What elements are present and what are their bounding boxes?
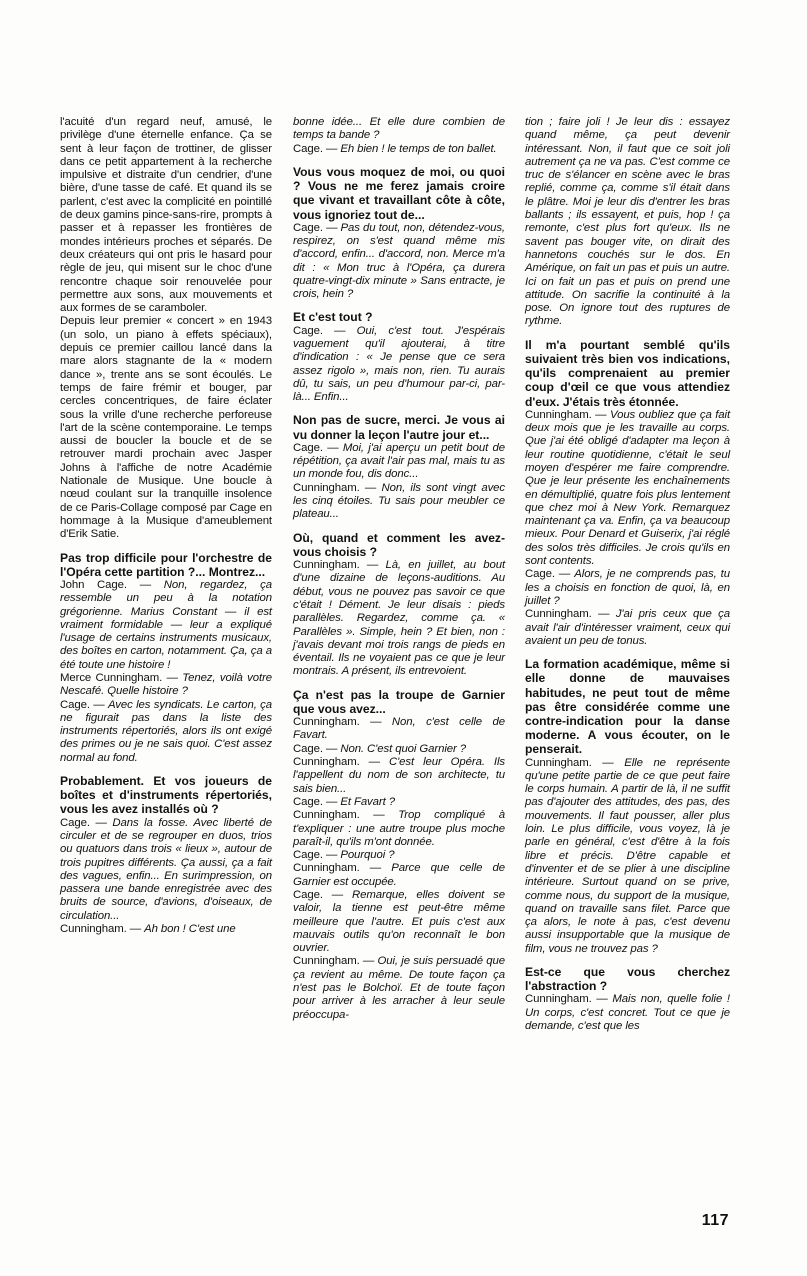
interview-question: Est-ce que vous cherchez l'abstraction ? [525,964,730,994]
interview-answer: Cage. — Dans la fosse. Avec liberté de circuler et de se regrouper en duos, trios ou quatuors dans trois « lieux », autour de trois pupitres différents. Ça aussi, ça a fait des vagues, enfin... En surimpression, on passera une bande enregistrée avec des bruits de source, d'avions, d'oiseaux, de circulation... [60,816,272,922]
interview-answer: Cage. — Avec les syndicats. Le carton, ça ne figurait pas dans la liste des instruments répertoriés, alors ils ont exigé des primes ou je ne sais quoi. C'est assez normal au fond. [60,698,272,764]
interview-answer: Cage. — Pourquoi ? [293,849,395,862]
text-column-3 [525,116,730,1033]
interview-answer: Cunningham. — Trop compliqué à t'expliquer : une autre troupe plus moche paraît-il, qu'ils m'ont donnée. [293,809,506,848]
interview-answer: Cunningham. — Là, en juillet, au bout d'une dizaine de leçons-auditions. Au début, vous ne pouvez pas savoir ce que c'était ! Dément. Je leur disais : pieds parallèles. Regardez, comme ça. « Parallèles ». Simple, hein ? Et bien, non : j'avais devant moi trois rangs de pieds en éventail. Ils ne voyaient pas ce que je leur montrais. A présent, ils entrevoient. [293,559,506,678]
intro-paragraph: l'acuité d'un regard neuf, amusé, le privilège d'une éternelle enfance. Ça se sent à leur façon de trottiner, de glisser dans ce petit appartement à la recherche impulsive et distraite d'un cendrier, d'une bière, d'une tasse de café. Et quand ils se parlent, c'est avec la complicité en pointillé de deux gamins pince-sans-rire, prompts à passer et à repasser les frontières de mondes intérieurs proches et séparés. De deux créateurs qui ont pris le hasard pour règle de jeu, qui misent sur le choc d'une rencontre chaque soir renouvelée pour permettre aux sons, aux mouvements et aux formes de se caramboler. [60,116,272,315]
interview-answer: bonne idée... Et elle dure combien de temps ta bande ? [293,116,505,142]
text-column-2 [293,116,505,1022]
interview-answer: Cunningham. — Non, c'est celle de Favart. [293,716,505,742]
interview-question: Où, quand et comment les avez-vous choisis ? [293,530,505,559]
interview-answer: tion ; faire joli ! Je leur dis : essayez quand même, ça peut devenir intéressant. Non, il faut que ce soit joli autrement ça ne va pas. C'est comme ce truc de s'élancer en scène avec le bras replié, comme ça, comme s'il était dans le plâtre. Moi je leur dis d'entrer les bras ballants ; ils essayent, et puis, hop ! ça remonte, c'est plus fort qu'eux. Ils ne savent pas bouger vite, on dirait des hannetons couchés sur le dos. En Amérique, on fait un pas et puis un autre. Ici on fait un pas et puis on prend une attitude. On sacrifie la continuité à la pose. On ignore tout des ruptures de rythme. [525,116,730,328]
interview-question: Non pas de sucre, merci. Je vous ai vu donner la leçon l'autre jour et... [293,413,505,442]
interview-answer: John Cage. — Non, regardez, ça ressemble un peu à la notation grégorienne. Marius Constant — il est vraiment formidable — leur a expliqué l'usage de certains instruments musicaux, des boîtes en carton, notamment. Ça, ça a été toute une histoire ! [60,578,272,671]
interview-answer: Cunningham. — Parce que celle de Garnier est occupée. [293,862,505,888]
interview-question: La formation académique, même si elle donne de mauvaises habitudes, ne peut tout de même pas être considérée comme une contre-indication pour la danse moderne. A vous écouter, on le penserait. [525,657,730,757]
interview-answer: Cage. — Non. C'est quoi Garnier ? [293,742,466,755]
text-column-1 [60,116,272,936]
interview-question: Et c'est tout ? [293,310,373,325]
interview-question: Il m'a pourtant semblé qu'ils suivaient très bien vos indications, qu'ils comprenaient au premier coup d'œil ce que vous attendiez d'eux. J'étais très étonnée. [525,337,730,409]
interview-answer: Cage. — Eh bien ! le temps de ton ballet. [293,142,497,155]
interview-answer: Cunningham. — C'est leur Opéra. Ils l'appellent du nom de son architecte, tu sais bien... [293,756,505,795]
intro-paragraph: Depuis leur premier « concert » en 1943 (un solo, un piano à effets spéciaux), depuis ce premier caillou lancé dans la mare alors stagnante de la « modern dance », trente ans se sont écoulés. Le temps de faire frémir et bouger, par cercles concentriques, de faire éclater sous la vrille d'une recherche perforeuse l'art de la scène contemporaine. Le temps aussi de boucler la boucle et de se retrouver mardi prochain avec Jasper Johns à l'affiche de notre Académie Nationale de Musique. Une boucle à nœud coulant sur la tranquille insolence de ce Paris-Collage composé par Cage en hommage à la Musique d'ameublement d'Erik Satie. [60,315,272,541]
interview-answer: Cunningham. — Vous oubliez que ça fait deux mois que je les travaille au corps. Que j'ai été obligé d'adapter ma leçon à leur routine quotidienne, c'était le seul moyen d'espérer me faire comprendre. Que je leur présente les enchaînements en démultiplié, quatre fois plus lentement que chez moi à New York. Remarquez maintenant ça va. Enfin, ça va beaucoup mieux. Pour Denard et Guiserix, j'ai réglé des solos très difficiles. Je crois qu'ils en sont contents. [525,408,731,568]
interview-answer: Cage. — Pas du tout, non, détendez-vous, respirez, on s'est quand même mis d'accord, enfin... d'accord, non. Merce m'a dit : « Mon truc à l'Opéra, ça durera quatre-vingt-dix minute » Sans entracte, je crois, hein ? [293,221,505,301]
interview-question: Vous vous moquez de moi, ou quoi ? Vous ne me ferez jamais croire que vivant et travaillant côte à côte, vous ignoriez tout de... [293,164,505,222]
interview-answer: Cunningham. — J'ai pris ceux que ça avait l'air d'intéresser vraiment, ceux qui avaient un peu de tonus. [525,608,731,647]
interview-answer: Cage. — Moi, j'ai aperçu un petit bout de répétition, ça avait l'air pas mal, mais tu as un monde fou, dis donc... [293,441,505,481]
interview-question: Ça n'est pas la troupe de Garnier que vous avez... [293,687,505,716]
interview-answer: Cunningham. — Non, ils sont vingt avec les cinq étoiles. Tu sais pour meubler ce plateau... [293,481,506,521]
interview-answer: Cunningham. — Elle ne représente qu'une petite partie de ce que peut faire le corps humain. A partir de là, il ne suffit pas d'ajouter des attitudes, des pas, des mouvements. Il faut pousser, aller plus loin. Le plus difficile, vous voyez, là je parle en général, c'est d'être à la fois libre et précis. D'être capable et d'inventer et de se plier à une discipline intérieure. Surtout quand on se prive, comme nous, du support de la musique, quand on travaille sans filet. Parce que ça alors, le note à pas, c'est devenu aussi insupportable que la musique de film, vous ne trouvez pas ? [525,756,731,955]
interview-answer: Merce Cunningham. — Tenez, voilà votre Nescafé. Quelle histoire ? [60,671,272,698]
interview-answer: Cunningham. — Mais non, quelle folie ! Un corps, c'est concret. Tout ce que je demande, c'est que les [525,993,730,1032]
interview-question: Probablement. Et vos joueurs de boîtes et d'instruments répertoriés, vous les avez installés où ? [60,774,272,817]
interview-answer: Cage. — Oui, c'est tout. J'espérais vaguement qu'il ajouterai, à titre d'indication : « Je pense que ce sera assez rigolo », mais non, rien. Tu aurais dû, tu sais, un peu d'humour par-ci, par-là... Enfin... [293,324,505,404]
interview-question: Pas trop difficile pour l'orchestre de l'Opéra cette partition ?... Montrez... [60,550,272,579]
interview-answer: Cage. — Alors, je ne comprends pas, tu les a choisis en fonction de quoi, là, en juillet ? [525,568,730,607]
page-number: 117 [701,1212,729,1229]
interview-answer: Cunningham. — Oui, je suis persuadé que ça revient au même. De toute façon ça n'est pas le Bolchoï. Et de toute façon pour arriver à les arracher à leur seule préoccupa- [293,955,505,1021]
interview-answer: Cage. — Remarque, elles doivent se valoir, la tienne est peut-être même meilleure que l'autre. Et puis c'est aux mauvais outils qu'on reconnaît le bon ouvrier. [293,889,505,955]
interview-answer: Cunningham. — Ah bon ! C'est une [60,923,236,936]
interview-answer: Cage. — Et Favart ? [293,795,395,808]
